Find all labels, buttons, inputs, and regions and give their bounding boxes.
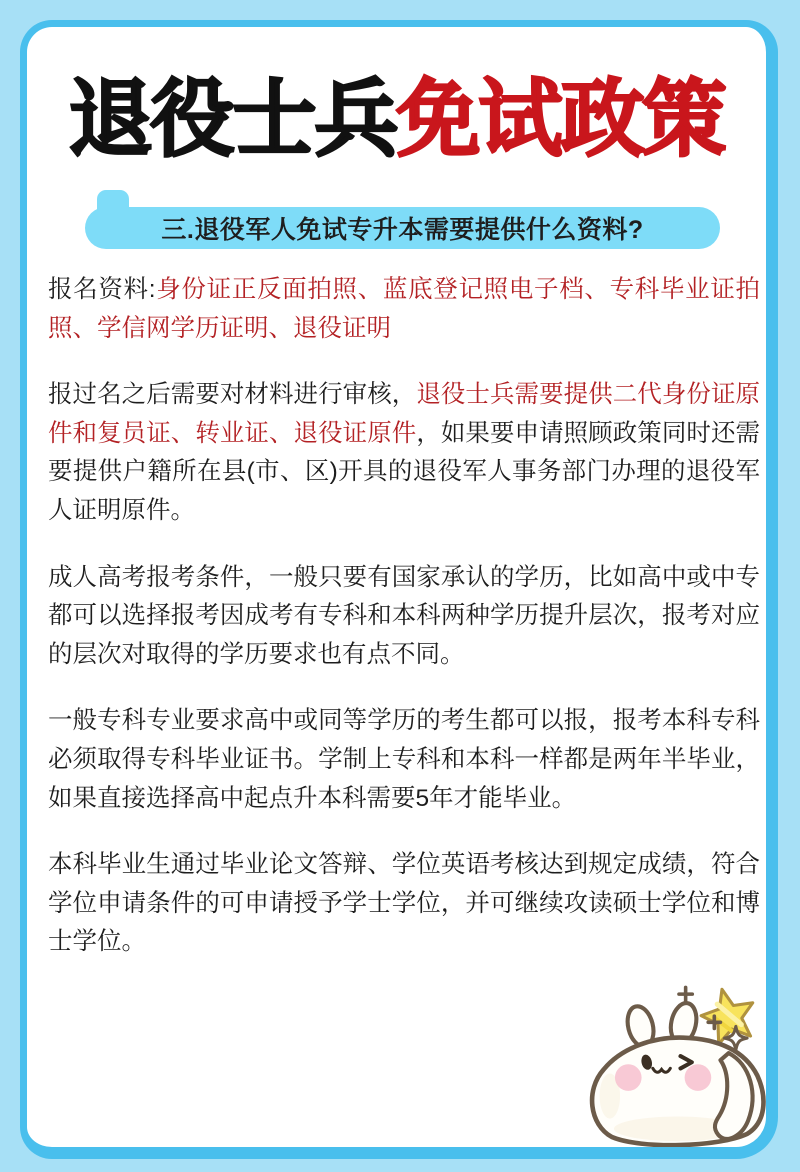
text-segment: 身份证正反面拍照、蓝底登记照电子档、专科毕业证拍照、学信网学历证明、退役证明 <box>48 276 761 342</box>
text-segment: ，如果要申请照顾政策同时还需要提供户籍所在县(市、区)开具的退役军人事务部门办理的退役军人证明原件。 <box>48 419 761 524</box>
paragraph <box>48 846 760 962</box>
banner-label: 三.退役军人免试专升本需要提供什么资料? <box>161 216 644 244</box>
bunny-blush <box>615 1064 642 1091</box>
paragraph <box>48 702 760 818</box>
text-segment: 报过名之后需要对材料进行审核， <box>48 381 417 409</box>
text-segment: 退役士兵需要提供二代身份证原件和复员证、转业证、退役证原件 <box>48 381 761 447</box>
paragraph <box>48 376 760 530</box>
body-text <box>48 271 760 990</box>
bunny-illustration <box>575 983 778 1159</box>
text-segment: 一般专科专业要求高中或同等学历的考生都可以报，报考本科专科必须取得专科毕业证书。学制上专科和本科一样都是两年半毕业，如果直接选择高中起点升本科需要5年才能毕业。 <box>48 707 760 812</box>
paragraph <box>48 559 760 675</box>
text-segment: 报名资料: <box>48 276 156 303</box>
title-black-text: 退役士兵 <box>68 72 397 166</box>
text-segment: 成人高考报考条件，一般只要有国家承认的学历，比如高中或中专都可以选择报考因成考有专科和本科两种学历提升层次，报考对应的层次对取得的学历要求也有点不同。 <box>48 563 760 668</box>
text-segment: 本科毕业生通过毕业论文答辩、学位英语考核达到规定成绩，符合学位申请条件的可申请授予学士学位，并可继续攻读硕士学位和博士学位。 <box>48 851 760 956</box>
sparkle-plus-icon <box>679 987 692 1000</box>
bunny-blush <box>685 1064 712 1091</box>
paragraph <box>48 271 760 348</box>
section-banner <box>85 207 720 249</box>
title-red-text: 免试政策 <box>396 72 725 166</box>
poster-title <box>27 67 766 171</box>
poster-card <box>20 20 778 1159</box>
